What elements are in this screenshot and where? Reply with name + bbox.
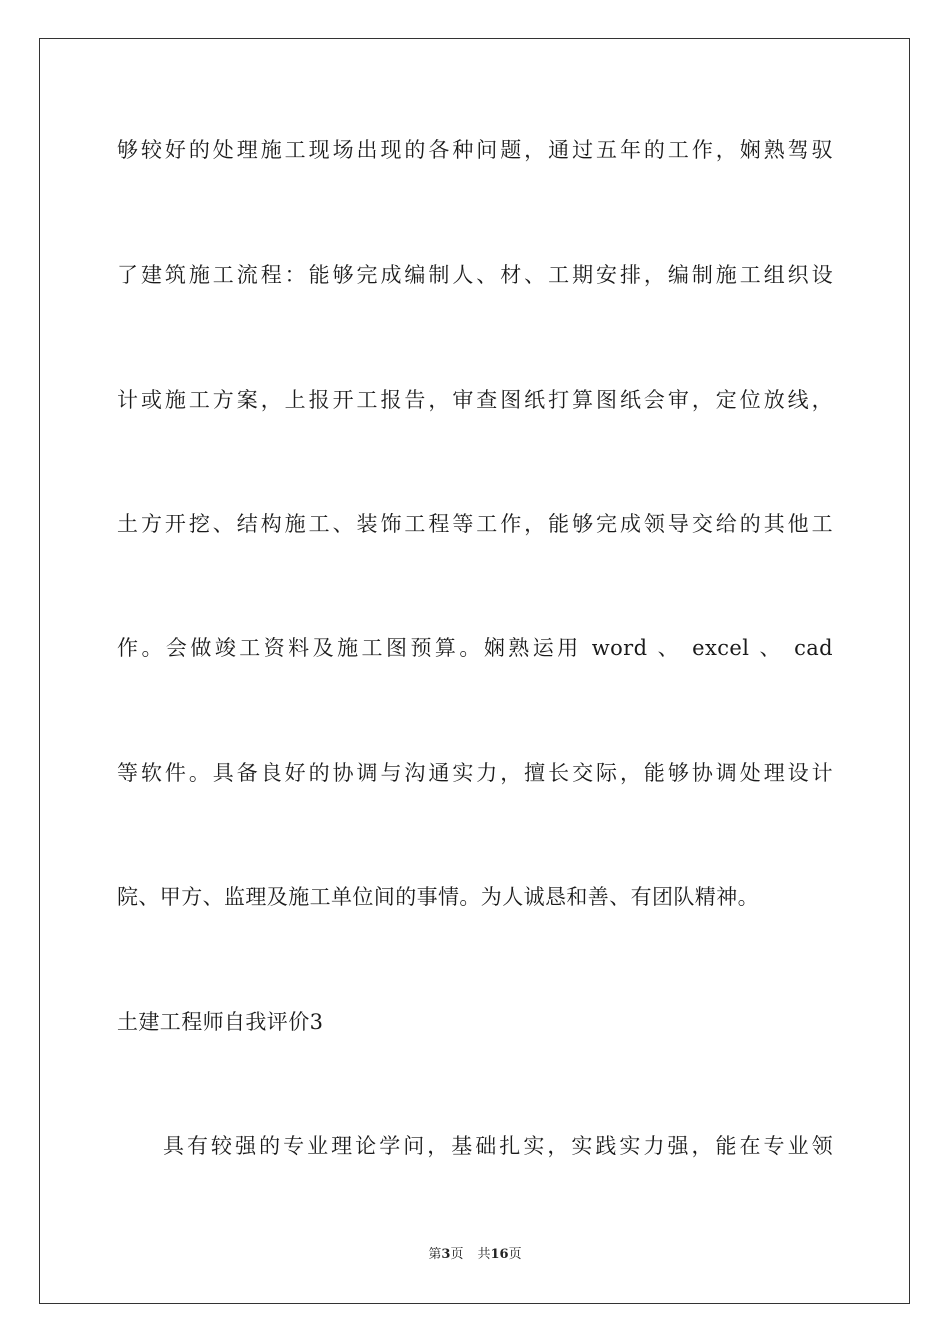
paragraph-first-line: 具有较强的专业理论学问，基础扎实，实践实力强，能在专业领 — [163, 1134, 833, 1158]
body-text-line-1: 够较好的处理施工现场出现的各种问题，通过五年的工作，娴熟驾驭 — [117, 138, 833, 162]
body-text-line-6: 等软件。具备良好的协调与沟通实力，擅长交际，能够协调处理设计 — [117, 761, 833, 785]
page-prefix: 第 — [428, 1247, 442, 1262]
section-heading: 土建工程师自我评价3 — [117, 1010, 324, 1034]
total-suffix: 页 — [508, 1247, 522, 1262]
body-text-line-4: 土方开挖、结构施工、装饰工程等工作，能够完成领导交给的其他工 — [117, 512, 833, 536]
page-suffix: 页 — [450, 1247, 464, 1262]
current-page-number: 3 — [441, 1247, 451, 1262]
body-text-line-7: 院、甲方、监理及施工单位间的事情。为人诚恳和善、有团队精神。 — [117, 885, 759, 909]
body-text-line-2: 了建筑施工流程：能够完成编制人、材、工期安排，编制施工组织设 — [117, 263, 833, 287]
page-footer — [0, 1247, 950, 1263]
page-border — [39, 38, 910, 1304]
body-text-line-3: 计或施工方案，上报开工报告，审查图纸打算图纸会审，定位放线， — [117, 388, 833, 412]
total-pages-number: 16 — [490, 1247, 509, 1262]
total-prefix: 共 — [477, 1247, 491, 1262]
body-text-line-5: 作。会做竣工资料及施工图预算。娴熟运用 word 、 excel 、 cad — [117, 636, 833, 660]
